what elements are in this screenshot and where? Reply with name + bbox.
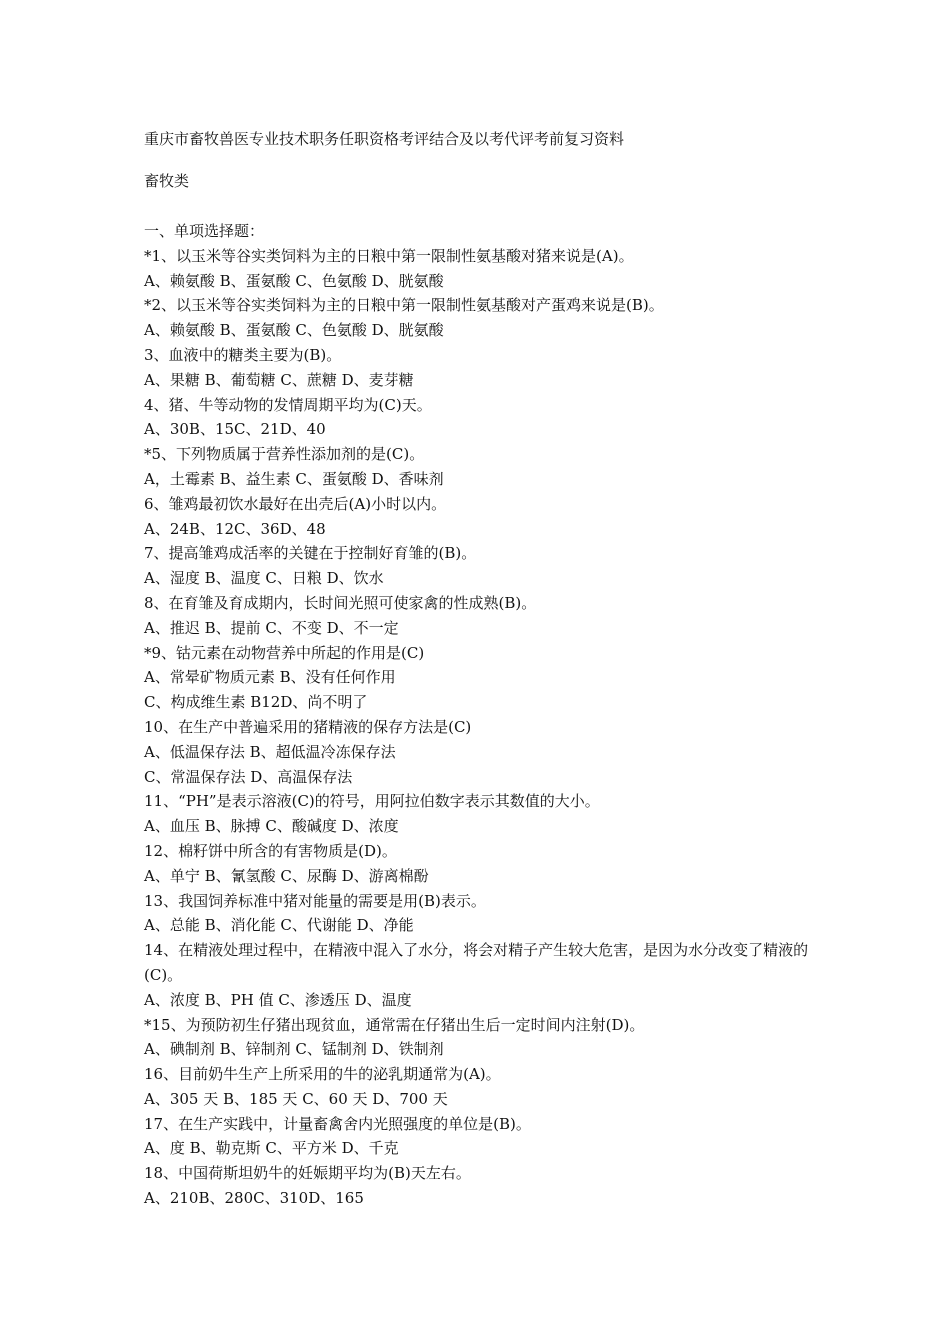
question-line: 4、猪、牛等动物的发情周期平均为(C)天。 (144, 395, 432, 414)
question-line: 11、“PH”是表示溶液(C)的符号，用阿拉伯数字表示其数值的大小。 (144, 792, 600, 811)
option-line: A、浓度 B、PH 值 C、渗透压 D、温度 (144, 990, 412, 1009)
question-line: *15、为预防初生仔猪出现贫血，通常需在仔猪出生后一定时间内注射(D)。 (144, 1015, 645, 1034)
option-line: A、赖氨酸 B、蛋氨酸 C、色氨酸 D、胱氨酸 (144, 321, 444, 340)
question-line: *2、以玉米等谷实类饲料为主的日粮中第一限制性氨基酸对产蛋鸡来说是(B)。 (144, 296, 664, 315)
document-title: 重庆市畜牧兽医专业技术职务任职资格考评结合及以考代评考前复习资料 (144, 130, 625, 148)
question-line: 16、目前奶牛生产上所采用的牛的泌乳期通常为(A)。 (144, 1065, 501, 1084)
question-line: 18、中国荷斯坦奶牛的妊娠期平均为(B)天左右。 (144, 1164, 471, 1183)
question-line: 10、在生产中普遍采用的猪精液的保存方法是(C) (144, 717, 472, 736)
question-line: 7、提高雏鸡成活率的关键在于控制好育雏的(B)。 (144, 544, 477, 563)
option-line: A、度 B、勒克斯 C、平方米 D、千克 (144, 1139, 399, 1158)
option-line: A，土霉素 B、益生素 C、蛋氨酸 D、香味剂 (144, 469, 444, 488)
option-line: A、常晕矿物质元素 B、没有任何作用 (144, 668, 396, 687)
question-line: 12、棉籽饼中所含的有害物质是(D)。 (144, 841, 397, 860)
question-list (144, 244, 824, 1211)
question-line: 13、我国饲养标准中猪对能量的需要是用(B)表示。 (144, 891, 486, 910)
question-line: *5、下列物质属于营养性添加剂的是(C)。 (144, 445, 425, 464)
option-line: A、30B、15C、21D、40 (144, 420, 326, 439)
question-line: 8、在育雏及育成期内，长时间光照可使家禽的性成熟(B)。 (144, 593, 537, 612)
option-line: A、24B、12C、36D、48 (144, 519, 326, 538)
option-line: C、构成维生素 B12D、尚不明了 (144, 693, 368, 712)
option-line: A、低温保存法 B、超低温冷冻保存法 (144, 742, 396, 761)
question-line: 6、雏鸡最初饮水最好在出壳后(A)小时以内。 (144, 494, 447, 513)
option-line: A、单宁 B、氰氢酸 C、尿酶 D、游离棉酚 (144, 866, 429, 885)
option-line: A、果糖 B、葡萄糖 C、蔗糖 D、麦芽糖 (144, 370, 414, 389)
section-heading: 一、单项选择题： (144, 222, 265, 240)
question-line: 3、血液中的糖类主要为(B)。 (144, 345, 342, 364)
question-line: 17、在生产实践中，计量畜禽舍内光照强度的单位是(B)。 (144, 1114, 531, 1133)
option-line: A、总能 B、消化能 C、代谢能 D、净能 (144, 916, 414, 935)
option-line: A、305 天 B、185 天 C、60 天 D、700 天 (144, 1089, 448, 1108)
option-line: A、血压 B、脉搏 C、酸碱度 D、浓度 (144, 817, 399, 836)
option-line: A、碘制剂 B、锌制剂 C、锰制剂 D、铁制剂 (144, 1040, 444, 1059)
option-line: A、210B、280C、310D、165 (144, 1189, 364, 1208)
option-line: C、常温保存法 D、高温保存法 (144, 767, 353, 786)
question-line: *1、以玉米等谷实类饲料为主的日粮中第一限制性氨基酸对猪来说是(A)。 (144, 246, 634, 265)
document-body (144, 127, 824, 1211)
option-line: A、推迟 B、提前 C、不变 D、不一定 (144, 618, 399, 637)
category-heading: 畜牧类 (144, 172, 190, 190)
option-line: A、湿度 B、温度 C、日粮 D、饮水 (144, 569, 384, 588)
question-line: 14、在精液处理过程中，在精液中混入了水分，将会对精子产生较大危害，是因为水分改变了精液的(C)。 (144, 941, 809, 984)
question-line: *9、钴元素在动物营养中所起的作用是(C) (144, 643, 425, 662)
option-line: A、赖氨酸 B、蛋氨酸 C、色氨酸 D、胱氨酸 (144, 271, 444, 290)
